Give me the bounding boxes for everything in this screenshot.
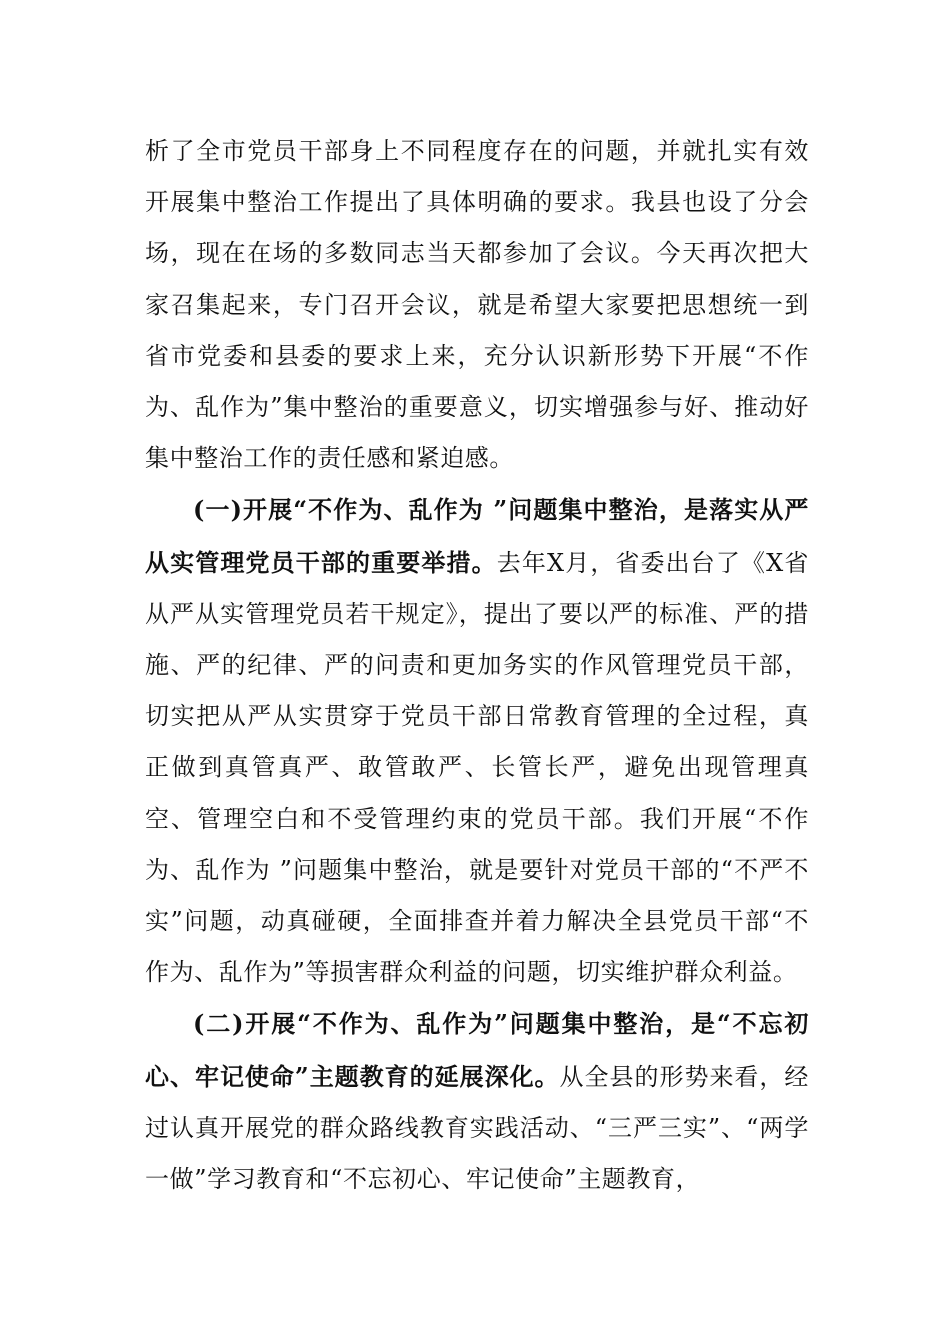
paragraph-text: 去年X月，省委出台了《X省从严从实管理党员若干规定》，提出了要以严的标准、严的措施、严的纪律、严的问责和更加务实的作风管理党员干部，切实把从严从实贯穿于党员干部日常教育管理的全过程，真正做到真管真严、敢管敢严、长管长严，避免出现管理真空、管理空白和不受管理约束的党员干部。我们开展“不作为、乱作为 ”问题集中整治，就是要针对党员干部的“不严不实”问题，动真碰硬，全面排查并着力解决全县党员干部“不作为、乱作为”等损害群众利益的问题，切实维护群众利益。 bbox=[145, 548, 809, 987]
section-heading: (一)开展“不作为、乱作为 ”问题集中整治，是落实从严从实管理党员干部的重要举措。 bbox=[145, 495, 809, 577]
paragraph-section-2 bbox=[145, 998, 809, 1205]
paragraph-text: 析了全市党员干部身上不同程度存在的问题，并就扎实有效开展集中整治工作提出了具体明确的要求。我县也设了分会场，现在在场的多数同志当天都参加了会议。今天再次把大家召集起来，专门召开会议，就是希望大家要把思想统一到省市党委和县委的要求上来，充分认识新形势下开展“不作为、乱作为”集中整治的重要意义，切实增强参与好、推动好集中整治工作的责任感和紧迫感。 bbox=[145, 137, 809, 473]
section-heading: (二)开展“不作为、乱作为”问题集中整治，是“不忘初心、牢记使命”主题教育的延展深化。 bbox=[145, 1009, 809, 1091]
document-body bbox=[145, 126, 809, 1205]
paragraph-section-1 bbox=[145, 484, 809, 998]
paragraph-continuation bbox=[145, 126, 809, 484]
paragraph-text: 从全县的形势来看，经过认真开展党的群众路线教育实践活动、“三严三实”、“两学一做”学习教育和“不忘初心、牢记使命”主题教育， bbox=[145, 1062, 810, 1194]
